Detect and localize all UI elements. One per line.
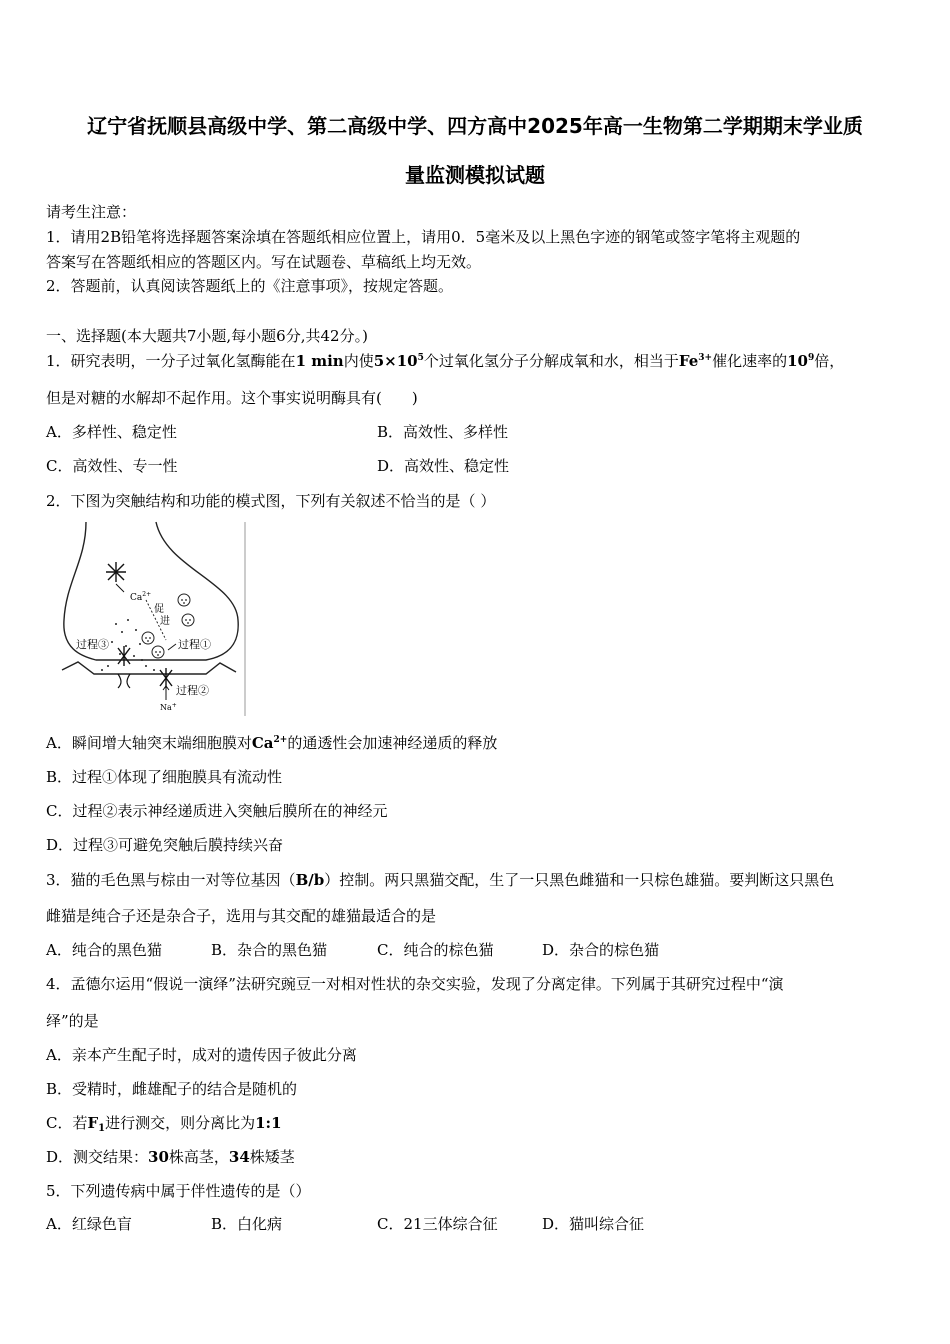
q1-count: $5\times 10^5$ bbox=[373, 352, 424, 370]
q1-text: 个过氧化氢分子分解成氧和水，相当于 bbox=[423, 352, 679, 370]
q1-text: 倍， bbox=[814, 352, 845, 370]
q1-option-a: A．多样性、稳定性 bbox=[46, 423, 177, 441]
q3-option-c: C．纯合的棕色猫 bbox=[377, 941, 494, 959]
q1-fe: $Fe^{3+}$ bbox=[678, 352, 713, 370]
notice-item-2: 2．答题前，认真阅读答题纸上的《注意事项》，按规定答题。 bbox=[46, 277, 454, 295]
section-heading: 一、选择题(本大题共7小题,每小题6分,共42分。) bbox=[46, 327, 368, 345]
q5-option-d: D．猫叫综合征 bbox=[542, 1215, 645, 1233]
calcium-arrow bbox=[116, 584, 124, 592]
q2-option-c: C．过程②表示神经递质进入突触后膜所在的神经元 bbox=[46, 802, 388, 820]
notice-item-1-line-2: 答案写在答题纸相应的答题区内。写在试题卷、草稿纸上均无效。 bbox=[46, 253, 482, 271]
process-1-label: 过程① bbox=[178, 638, 211, 651]
question-4-stem-line-2: 绎”的是 bbox=[46, 1012, 99, 1030]
document-title-line-2: 量监测模拟试题 bbox=[405, 163, 545, 187]
postsynaptic-membrane bbox=[62, 662, 236, 674]
q5-option-a: A．红绿色盲 bbox=[46, 1215, 132, 1233]
q1-text: 研究表明，一分子过氧化氢酶能在 bbox=[70, 352, 296, 370]
q4-option-c: C．若$F_1$进行测交，则分离比为1:1 bbox=[46, 1114, 282, 1134]
question-4-stem: 4．孟德尔运用“假说一演绎”法研究豌豆一对相对性状的杂交实验，发现了分离定律。下列属于其研究过程中“演 bbox=[46, 975, 784, 993]
q2-option-b: B．过程①体现了细胞膜具有流动性 bbox=[46, 768, 283, 786]
post-channel-icon bbox=[118, 674, 130, 688]
process-3-label: 过程③ bbox=[76, 638, 109, 651]
q5-option-c: C．21三体综合征 bbox=[377, 1215, 498, 1233]
q2-text: 下图为突触结构和功能的模式图，下列有关叙述不恰当的是（ ） bbox=[70, 492, 496, 510]
promote-label-2: 进 bbox=[160, 616, 170, 627]
question-5-stem: 5．下列遗传病中属于伴性遗传的是（） bbox=[46, 1182, 311, 1200]
q2-option-a: A．瞬间增大轴突末端细胞膜对$Ca^{2+}$的通透性会加速神经递质的释放 bbox=[46, 734, 498, 752]
q4-option-a: A．亲本产生配子时，成对的遗传因子彼此分离 bbox=[46, 1046, 357, 1064]
document-title-line-1: 辽宁省抚顺县高级中学、第二高级中学、四方高中2025年高一生物第二学期期末学业质 bbox=[87, 114, 863, 138]
q1-text: 内使 bbox=[343, 352, 374, 370]
q4-option-b: B．受精时，雌雄配子的结合是随机的 bbox=[46, 1080, 298, 1098]
question-3-stem: 3．猫的毛色黑与棕由一对等位基因（B/b）控制。两只黑猫交配，生了一只黑色雌猫和一只棕色雄猫。要判断这只黑色 bbox=[46, 871, 835, 889]
calcium-label: $Ca^{2+}$ bbox=[130, 591, 152, 603]
q1-factor: $10^9$ bbox=[787, 352, 815, 370]
process-2-label: 过程② bbox=[176, 684, 209, 697]
q1-option-b: B．高效性、多样性 bbox=[377, 423, 509, 441]
question-3-stem-line-2: 雌猫是纯合子还是杂合子，选用与其交配的雄猫最适合的是 bbox=[46, 907, 437, 925]
q4-option-d: D．测交结果：30株高茎，34株矮茎 bbox=[46, 1148, 295, 1166]
process-1-pointer bbox=[168, 644, 176, 650]
q1-option-c: C．高效性、专一性 bbox=[46, 457, 178, 475]
sodium-label: Na+ bbox=[160, 702, 177, 712]
notice-heading: 请考生注意： bbox=[46, 203, 137, 221]
question-number: 2． bbox=[46, 492, 71, 510]
q3-option-d: D．杂合的棕色猫 bbox=[542, 941, 660, 959]
question-1-stem-line-2: 但是对糖的水解却不起作用。这个事实说明酶具有( ) bbox=[46, 389, 418, 407]
q1-option-d: D．高效性、稳定性 bbox=[377, 457, 510, 475]
question-1-stem bbox=[46, 351, 844, 371]
calcium-channel-icon bbox=[106, 562, 126, 582]
synapse-diagram bbox=[56, 520, 250, 716]
q1-time: 1 min bbox=[295, 352, 344, 370]
notice-item-1-line-1: 1．请用2B铅笔将选择题答案涂填在答题纸相应位置上，请用0．5毫米及以上黑色字迹的钢笔或签字笔将主观题的 bbox=[46, 228, 801, 246]
q3-option-a: A．纯合的黑色猫 bbox=[46, 941, 162, 959]
q3-option-b: B．杂合的黑色猫 bbox=[211, 941, 328, 959]
question-number: 1． bbox=[46, 352, 71, 370]
q5-option-b: B．白化病 bbox=[211, 1215, 283, 1233]
q2-option-d: D．过程③可避免突触后膜持续兴奋 bbox=[46, 836, 284, 854]
question-2-stem bbox=[46, 491, 495, 511]
q1-text: 催化速率的 bbox=[712, 352, 788, 370]
promote-label-1: 促 bbox=[154, 604, 164, 615]
